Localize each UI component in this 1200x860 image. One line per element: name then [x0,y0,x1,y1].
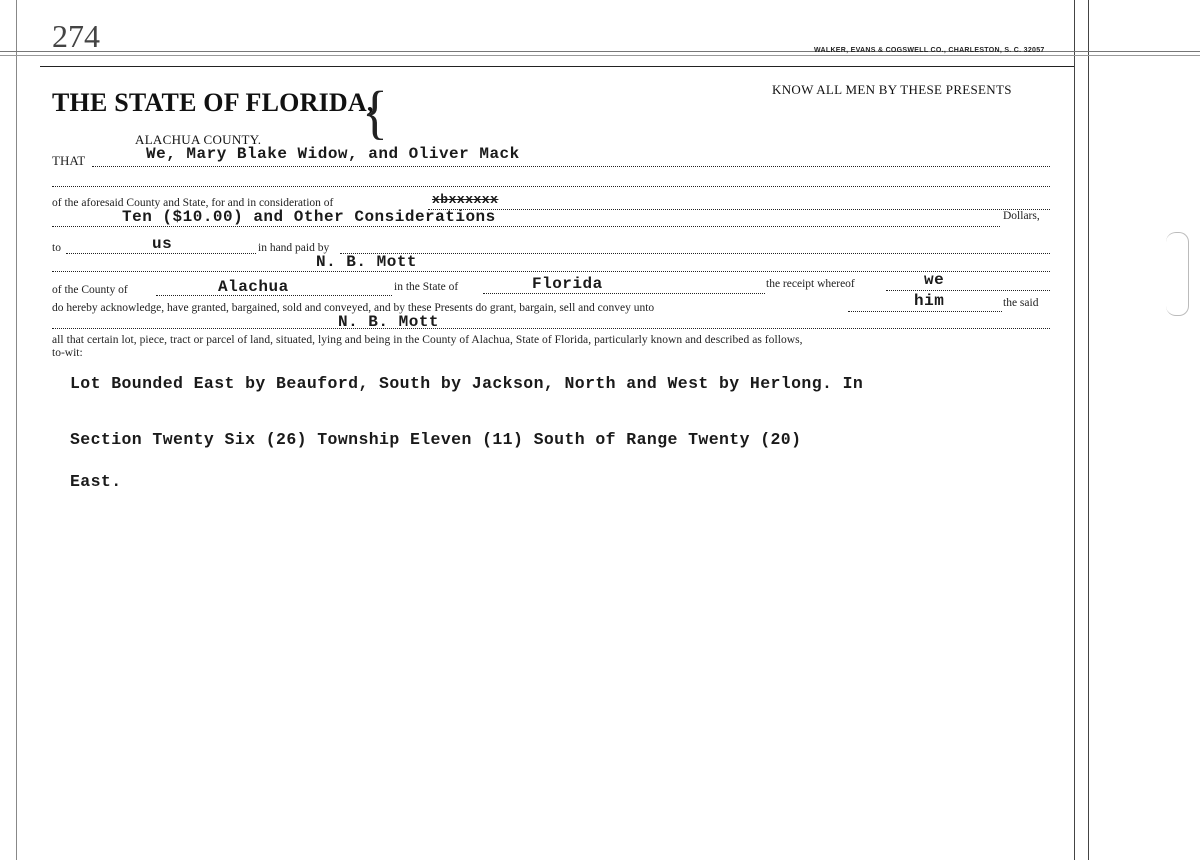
county-value: Alachua [218,278,289,296]
state-heading: THE STATE OF FLORIDA, [52,88,374,117]
paid-by-line-2 [52,271,1050,272]
heading-brace: { [362,79,388,145]
know-all-men: KNOW ALL MEN BY THESE PRESENTS [772,82,1012,97]
receipt-value: we [924,271,945,289]
consideration-line-1 [428,209,1050,210]
paid-by-value: N. B. Mott [316,253,418,271]
grantors-line [92,166,1050,167]
grantors-value: We, Mary Blake Widow, and Oliver Mack [146,145,520,163]
top-rule-2 [0,55,1200,56]
description-line-3: East. [70,472,122,491]
the-said-line [52,328,1050,329]
binding-hole-mark [1166,232,1189,316]
to-wit-label: to-wit: [52,347,83,359]
right-margin-rule-2 [1088,0,1089,860]
page-number: 274 [52,18,100,54]
right-margin-rule [1074,0,1075,860]
in-hand-paid-label: in hand paid by [258,242,330,254]
county-of-label: of the County of [52,284,128,296]
struck-amount: xbxxxxxx [432,192,499,207]
receipt-line [886,290,1050,291]
state-value: Florida [532,275,603,293]
description-line-2: Section Twenty Six (26) Township Eleven (11) South of Range Twenty (20) [70,430,802,449]
header-rule [40,66,1074,67]
left-margin-rule [16,0,17,860]
to-line [66,253,256,254]
consideration-value: Ten ($10.00) and Other Considerations [122,208,496,226]
aforesaid-label: of the aforesaid County and State, for and in consideration of [52,197,334,209]
unto-value: him [914,292,945,310]
consideration-line-2 [52,226,1000,227]
state-of-label: in the State of [394,281,459,293]
county-heading: ALACHUA COUNTY. [135,132,262,147]
the-said-label: the said [1003,297,1039,309]
unto-line [848,311,1002,312]
grant-label: do hereby acknowledge, have granted, bargained, sold and conveyed, and by these Presents do grant, bargain, sell and convey unto [52,302,655,314]
receipt-label: the receipt whereof [766,278,855,290]
blank-line-1 [52,186,1050,187]
to-label: to [52,242,61,254]
paid-by-line [340,253,1050,254]
description-line-1: Lot Bounded East by Beauford, South by Jackson, North and West by Herlong. In [70,374,864,393]
the-said-value: N. B. Mott [338,313,440,331]
all-that-certain-label: all that certain lot, piece, tract or parcel of land, situated, lying and being in the County of Alachua, State of Florida, particularly known and described as follows, [52,334,803,346]
state-line [483,293,765,294]
that-label: THAT [52,153,86,168]
to-value: us [152,235,173,253]
printer-imprint: WALKER, EVANS & COGSWELL CO., CHARLESTON, S. C. 32057 [814,47,1045,54]
dollars-label: Dollars, [1003,210,1040,222]
